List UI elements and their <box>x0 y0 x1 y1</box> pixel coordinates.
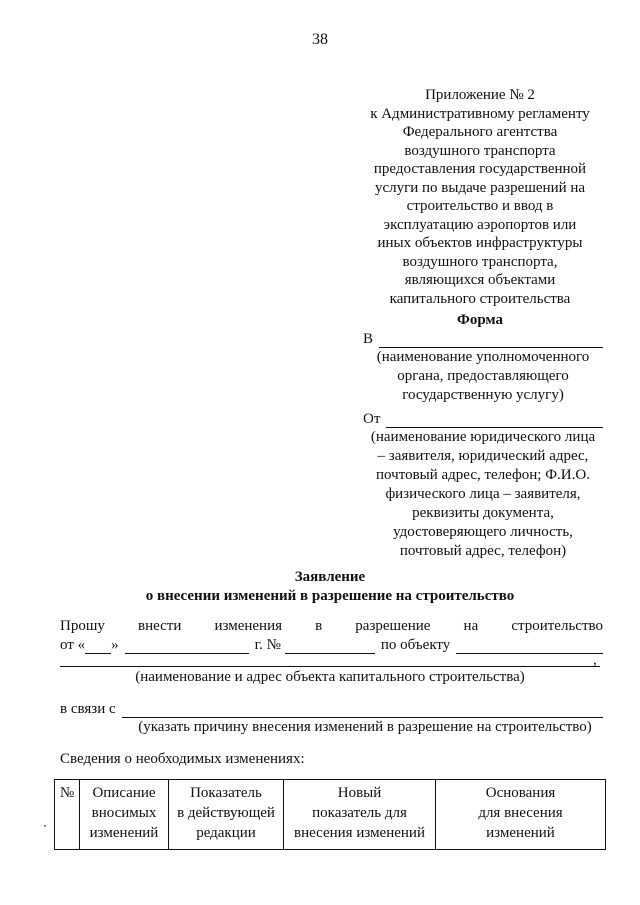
caption-line: реквизиты документа, <box>412 505 554 521</box>
object-name-fill-line[interactable] <box>60 652 600 667</box>
sender-prefix: От <box>363 411 381 427</box>
header-line: Показатель <box>190 785 262 801</box>
header-line: Основания <box>485 785 556 801</box>
appendix-line: воздушного транспорта, <box>402 253 558 270</box>
caption-line: государственную услугу) <box>402 387 564 403</box>
year-number-label: г. № <box>254 637 281 653</box>
page-number: 38 <box>312 31 328 48</box>
header-line: редакции <box>196 825 256 841</box>
reason-label: в связи с <box>60 701 116 717</box>
header-description <box>80 780 169 850</box>
appendix-line: являющихся объектами <box>404 272 556 288</box>
header-line: для внесения <box>478 805 563 821</box>
appendix-line: Федерального агентства <box>402 124 558 140</box>
application-subtitle: о внесении изменений в разрешение на строительство <box>145 588 515 604</box>
caption-line: (наименование уполномоченного <box>376 349 590 365</box>
caption-line: почтовый адрес, телефон; Ф.И.О. <box>376 467 590 483</box>
recipient-block <box>363 330 603 405</box>
object-caption: (наименование и адрес объекта капитального строительства) <box>135 669 525 685</box>
appendix-line: эксплуатацию аэропортов или <box>383 216 577 233</box>
header-number <box>55 780 80 850</box>
appendix-line: строительство и ввод в <box>406 198 554 214</box>
recipient-prefix: В <box>363 331 374 347</box>
header-line: изменений <box>486 825 555 841</box>
caption-line: (наименование юридического лица <box>370 429 596 445</box>
appendix-line: Приложение № 2 <box>425 87 535 103</box>
caption-line: удостоверяющего личность, <box>393 524 573 540</box>
application-title: Заявление <box>294 569 366 585</box>
table-header-row <box>55 780 606 850</box>
appendix-line: воздушного транспорта <box>404 142 556 159</box>
appendix-line: услуги по выдаче разрешений на <box>374 179 586 196</box>
request-sentence <box>60 617 603 635</box>
request-word: внести <box>137 618 182 634</box>
recipient-fill-line[interactable] <box>379 334 603 348</box>
header-line: Описание <box>92 785 156 801</box>
header-current-value <box>169 780 284 850</box>
request-word: Прошу <box>60 618 105 634</box>
request-word: изменения <box>214 618 282 634</box>
sender-caption <box>363 428 603 561</box>
sender-fill-line[interactable] <box>386 414 603 428</box>
request-word: в <box>315 618 323 634</box>
scan-artifact <box>44 825 46 827</box>
header-line: изменений <box>89 825 159 841</box>
application-title-block <box>0 568 640 606</box>
caption-line: почтовый адрес, телефон) <box>399 543 567 559</box>
reason-fill-line[interactable] <box>122 704 603 718</box>
object-label: по объекту <box>380 637 451 653</box>
header-line: показатель для <box>312 805 407 821</box>
reason-row <box>60 700 603 718</box>
date-from-label: от « <box>60 637 86 653</box>
recipient-caption <box>363 348 603 405</box>
request-word: строительство <box>511 618 603 634</box>
appendix-line: к Административному регламенту <box>370 105 590 122</box>
appendix-line: иных объектов инфраструктуры <box>377 235 583 251</box>
request-word: на <box>463 618 479 634</box>
header-line: № <box>59 785 75 801</box>
form-label: Форма <box>456 312 504 328</box>
sender-block <box>363 410 603 561</box>
caption-line: – заявителя, юридический адрес, <box>377 448 589 464</box>
header-line: Новый <box>337 785 382 801</box>
header-line: вносимых <box>91 805 157 821</box>
header-line: внесения изменений <box>293 825 425 841</box>
header-grounds <box>436 780 606 850</box>
reason-caption: (указать причину внесения изменений в разрешение на строительство) <box>138 719 592 735</box>
caption-line: физического лица – заявителя, <box>385 486 581 502</box>
trailing-comma: , <box>593 652 597 668</box>
changes-table <box>54 779 606 850</box>
header-line: в действующей <box>177 805 275 821</box>
appendix-line: капитального строительства <box>389 290 571 307</box>
date-quote-close: » <box>111 637 119 653</box>
caption-line: органа, предоставляющего <box>397 368 569 384</box>
header-new-value <box>284 780 436 850</box>
request-word: разрешение <box>355 618 431 634</box>
appendix-header <box>350 86 610 308</box>
appendix-line: предоставления государственной <box>373 161 587 177</box>
changes-label: Сведения о необходимых изменениях: <box>60 751 305 767</box>
